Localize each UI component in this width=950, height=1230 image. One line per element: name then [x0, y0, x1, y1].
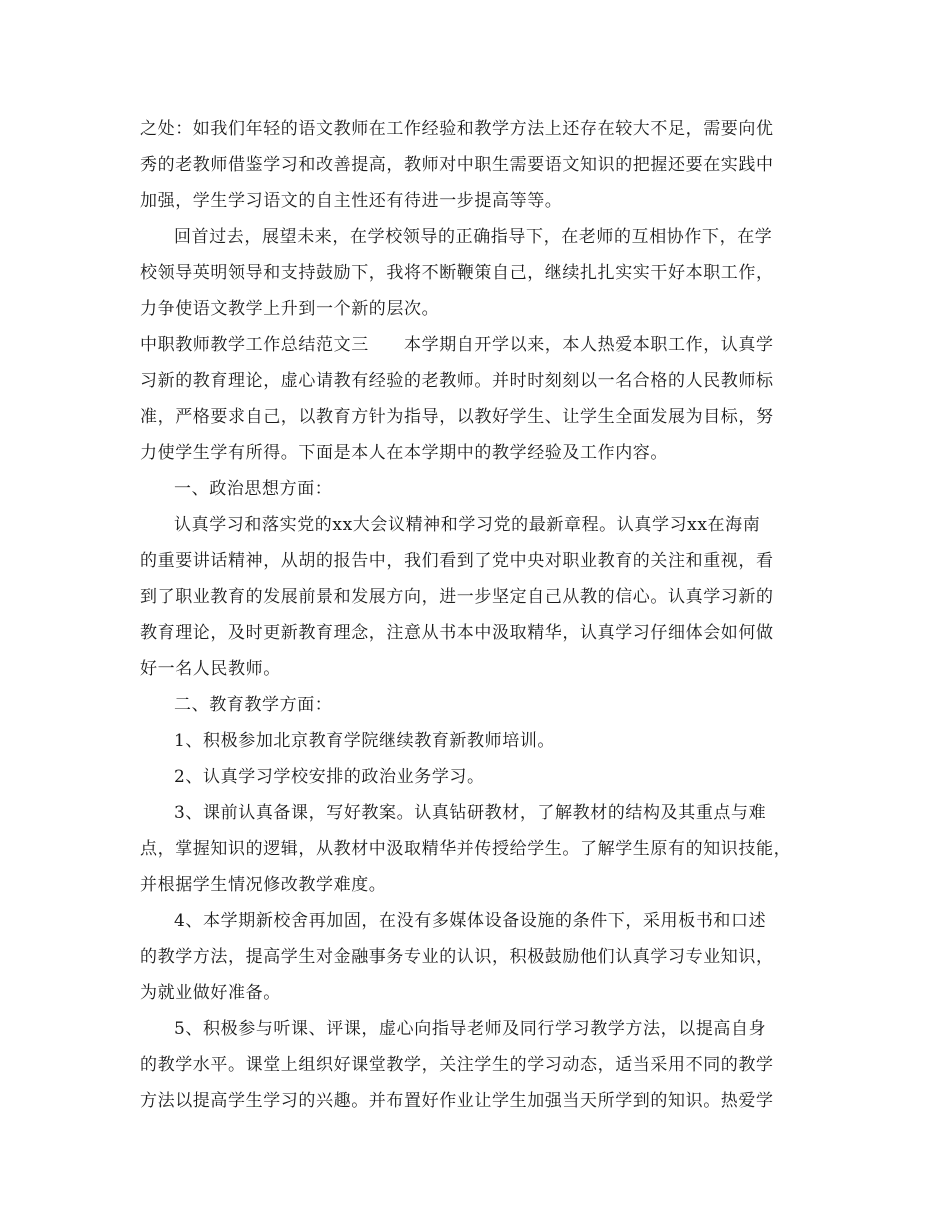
text-line: 方法以提高学生学习的兴趣。并布置好作业让学生加强当天所学到的知识。热爱学 [140, 1091, 774, 1111]
text-line: 之处：如我们年轻的语文教师在工作经验和教学方法上还存在较大不足，需要向优 [140, 119, 774, 139]
text-line: 到了职业教育的发展前景和发展方向，进一步坚定自己从教的信心。认真学习新的 [140, 587, 774, 607]
text-line: 教育理论，及时更新教育理念，注意从书本中汲取精华，认真学习仔细体会如何做 [140, 623, 774, 643]
text-line: 的教学水平。课堂上组织好课堂教学，关注学生的学习动态，适当采用不同的教学 [140, 1055, 774, 1075]
text-line: 好一名人民教师。 [140, 659, 281, 679]
section-heading-line: 中职教师教学工作总结范文三 本学期自开学以来，本人热爱本职工作，认真学 [140, 335, 774, 355]
text-line: 5、积极参与听课、评课，虚心向指导老师及同行学习教学方法，以提高自身 [174, 1019, 767, 1039]
text-line: 3、课前认真备课，写好教案。认真钻研教材，了解教材的结构及其重点与难 [174, 803, 767, 823]
text-line: 并根据学生情况修改教学难度。 [140, 875, 387, 895]
text-line: 的教学方法，提高学生对金融事务专业的认识，积极鼓励他们认真学习专业知识， [140, 947, 774, 967]
text-line: 准，严格要求自己，以教育方针为指导，以教好学生、让学生全面发展为目标，努 [140, 407, 774, 427]
text-line: 为就业做好准备。 [140, 983, 281, 1003]
text-line: 1、积极参加北京教育学院继续教育新教师培训。 [174, 731, 556, 751]
text-line: 校领导英明领导和支持鼓励下，我将不断鞭策自己，继续扎扎实实干好本职工作， [140, 263, 774, 283]
text-line: 2、认真学习学校安排的政治业务学习。 [174, 767, 485, 787]
text-line: 力争使语文教学上升到一个新的层次。 [140, 299, 440, 319]
text-line: 4、本学期新校舍再加固，在没有多媒体设备设施的条件下，采用板书和口述 [174, 911, 767, 931]
text-line: 点，掌握知识的逻辑，从教材中汲取精华并传授给学生。了解学生原有的知识技能， [140, 839, 792, 859]
text-line: 习新的教育理论，虚心请教有经验的老教师。并时时刻刻以一名合格的人民教师标 [140, 371, 774, 391]
subheading-line: 一、政治思想方面： [174, 479, 333, 499]
subheading-line: 二、教育教学方面： [174, 695, 333, 715]
text-line: 回首过去，展望未来，在学校领导的正确指导下，在老师的互相协作下，在学 [174, 227, 773, 247]
text-line: 加强，学生学习语文的自主性还有待进一步提高等等。 [140, 191, 563, 211]
text-line: 的重要讲话精神，从胡的报告中，我们看到了党中央对职业教育的关注和重视，看 [140, 551, 774, 571]
text-line: 力使学生学有所得。下面是本人在本学期中的教学经验及工作内容。 [140, 443, 668, 463]
text-line: 认真学习和落实党的xx大会议精神和学习党的最新章程。认真学习xx在海南 [174, 515, 761, 535]
text-line: 秀的老教师借鉴学习和改善提高，教师对中职生需要语文知识的把握还要在实践中 [140, 155, 774, 175]
